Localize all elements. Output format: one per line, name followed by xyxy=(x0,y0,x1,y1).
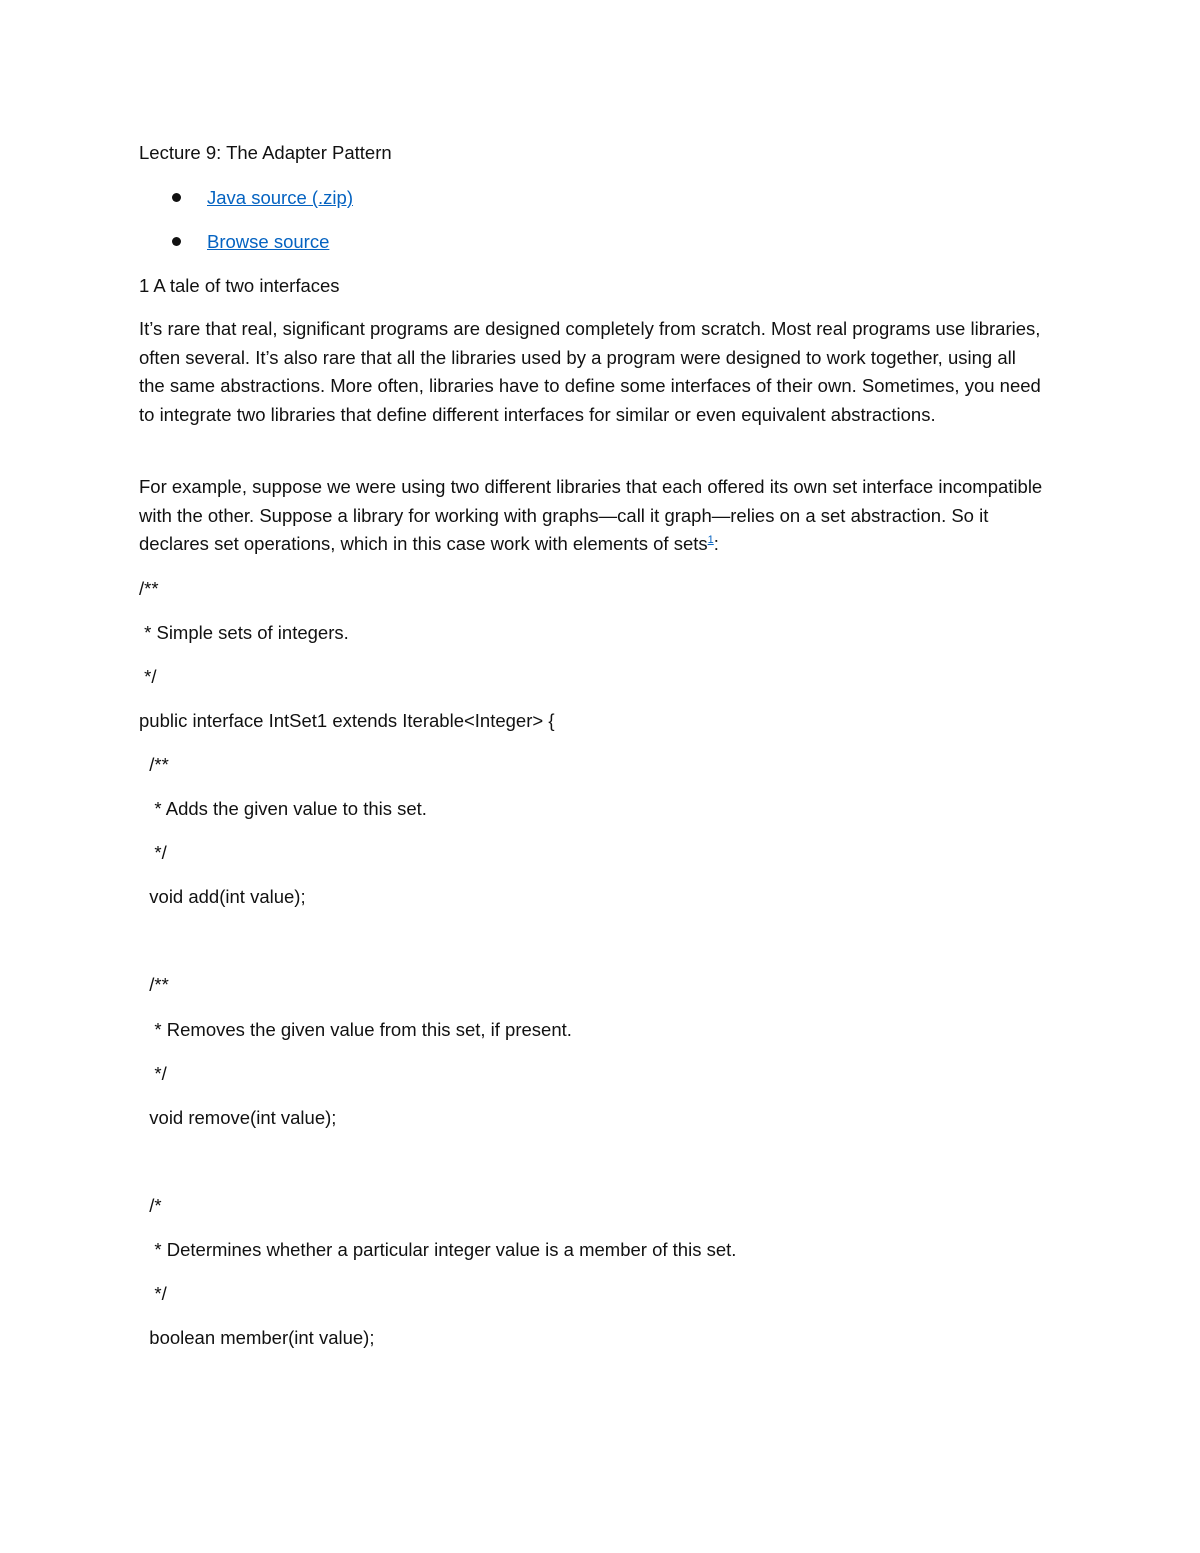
list-item-browse-source xyxy=(172,231,329,253)
document-title: Lecture 9: The Adapter Pattern xyxy=(139,142,392,163)
code-line: * Removes the given value from this set, if present. xyxy=(139,1019,572,1040)
paragraph-example-text: For example, suppose we were using two different libraries that each offered its own set interface incompatible with the other. Suppose a library for working with graphs—call it graph—relies on a set abstraction. So it declares set operations, which in this case work with elements of sets xyxy=(139,476,1043,555)
code-line: /* xyxy=(139,1195,162,1216)
paragraph-example-end: : xyxy=(713,533,719,555)
code-line: /** xyxy=(139,578,159,599)
code-line: /** xyxy=(139,974,169,995)
java-source-link[interactable]: Java source (.zip) xyxy=(207,187,353,208)
code-line: * Determines whether a particular integer value is a member of this set. xyxy=(139,1239,737,1260)
bullet-icon xyxy=(172,237,181,246)
code-line: * Adds the given value to this set. xyxy=(139,798,427,819)
browse-source-link[interactable]: Browse source xyxy=(207,231,330,252)
section-heading: 1 A tale of two interfaces xyxy=(139,275,340,296)
code-line: void add(int value); xyxy=(139,886,306,907)
code-line: */ xyxy=(139,666,157,687)
code-line: */ xyxy=(139,842,167,863)
code-line: /** xyxy=(139,754,169,775)
paragraph-example xyxy=(139,473,1044,559)
code-line: * Simple sets of integers. xyxy=(139,622,349,643)
code-line: */ xyxy=(139,1063,167,1084)
code-line: public interface IntSet1 extends Iterable<Integer> { xyxy=(139,710,555,731)
code-line: */ xyxy=(139,1283,167,1304)
list-item-java-source xyxy=(172,187,353,209)
footnote-ref-link[interactable]: 1 xyxy=(707,534,714,547)
bullet-icon xyxy=(172,193,181,202)
paragraph-intro: It’s rare that real, significant programs are designed completely from scratch. Most real programs use libraries, often several. It’s also rare that all the libraries used by a program were designed to work together, using all the same abstractions. More often, libraries have to define some interfaces of their own. Sometimes, you need to integrate two libraries that define different interfaces for similar or even equivalent abstractions. xyxy=(139,318,1041,425)
code-line: void remove(int value); xyxy=(139,1107,337,1128)
code-line: boolean member(int value); xyxy=(139,1327,375,1348)
